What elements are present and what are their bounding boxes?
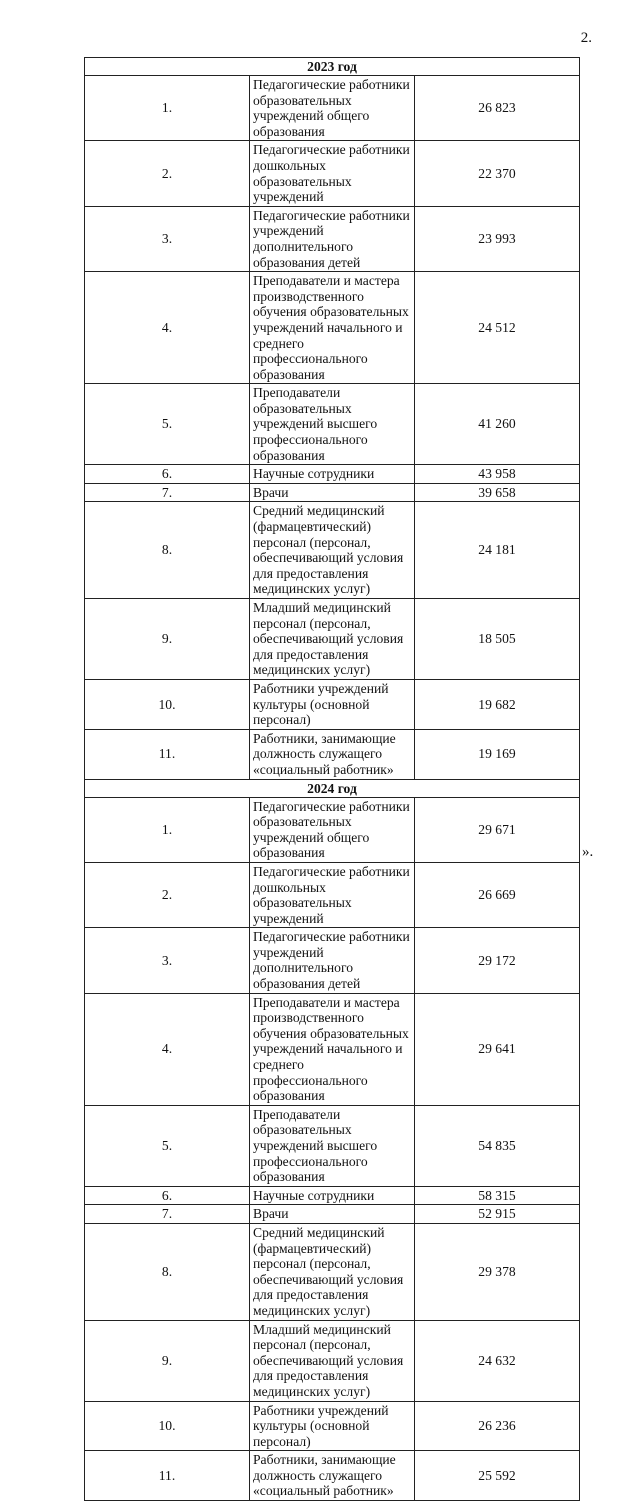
salary-value: 26 823 xyxy=(415,76,580,141)
position-name: Младший медицинский персонал (персонал, обеспечивающий условия для предоставления медицинских услуг) xyxy=(250,599,415,680)
salary-value: 22 370 xyxy=(415,141,580,206)
salary-table xyxy=(84,57,580,1501)
position-name: Педагогические работники дошкольных образовательных учреждений xyxy=(250,862,415,927)
table-row xyxy=(85,797,580,862)
salary-value: 26 669 xyxy=(415,862,580,927)
salary-value: 29 172 xyxy=(415,928,580,993)
salary-value: 19 682 xyxy=(415,679,580,729)
salary-value: 24 632 xyxy=(415,1320,580,1401)
row-number: 10. xyxy=(85,679,250,729)
position-name: Работники учреждений культуры (основной персонал) xyxy=(250,1401,415,1451)
table-row xyxy=(85,1105,580,1186)
position-name: Педагогические работники образовательных учреждений общего образования xyxy=(250,797,415,862)
table-row xyxy=(85,928,580,993)
salary-value: 41 260 xyxy=(415,384,580,465)
position-name: Врачи xyxy=(250,483,415,502)
row-number: 8. xyxy=(85,502,250,599)
position-name: Научные сотрудники xyxy=(250,465,415,484)
row-number: 5. xyxy=(85,384,250,465)
salary-value: 29 641 xyxy=(415,993,580,1105)
table-row xyxy=(85,1451,580,1501)
table-row xyxy=(85,502,580,599)
table-row xyxy=(85,1205,580,1224)
page-number: 2. xyxy=(580,30,592,46)
position-name: Педагогические работники учреждений дополнительного образования детей xyxy=(250,206,415,271)
salary-value: 43 958 xyxy=(415,465,580,484)
position-name: Научные сотрудники xyxy=(250,1186,415,1205)
position-name: Преподаватели и мастера производственного обучения образовательных учреждений начального и среднего профессионального образования xyxy=(250,272,415,384)
table-row xyxy=(85,384,580,465)
salary-value: 18 505 xyxy=(415,599,580,680)
salary-value: 29 671 xyxy=(415,797,580,862)
position-name: Преподаватели и мастера производственного обучения образовательных учреждений начального и среднего профессионального образования xyxy=(250,993,415,1105)
salary-value: 23 993 xyxy=(415,206,580,271)
year-header: 2023 год xyxy=(85,58,580,76)
row-number: 6. xyxy=(85,1186,250,1205)
table-row xyxy=(85,1186,580,1205)
position-name: Работники учреждений культуры (основной персонал) xyxy=(250,679,415,729)
table-row xyxy=(85,141,580,206)
table-row xyxy=(85,76,580,141)
position-name: Работники, занимающие должность служащего «социальный работник» xyxy=(250,1451,415,1501)
position-name: Педагогические работники дошкольных образовательных учреждений xyxy=(250,141,415,206)
position-name: Младший медицинский персонал (персонал, обеспечивающий условия для предоставления медицинских услуг) xyxy=(250,1320,415,1401)
table-row xyxy=(85,1320,580,1401)
table-row xyxy=(85,993,580,1105)
row-number: 7. xyxy=(85,483,250,502)
position-name: Средний медицинский (фармацевтический) персонал (персонал, обеспечивающий условия для предоставления медицинских услуг) xyxy=(250,502,415,599)
row-number: 5. xyxy=(85,1105,250,1186)
salary-value: 24 512 xyxy=(415,272,580,384)
salary-value: 25 592 xyxy=(415,1451,580,1501)
table-row xyxy=(85,465,580,484)
row-number: 1. xyxy=(85,76,250,141)
salary-value: 54 835 xyxy=(415,1105,580,1186)
row-number: 11. xyxy=(85,1451,250,1501)
row-number: 8. xyxy=(85,1223,250,1320)
row-number: 7. xyxy=(85,1205,250,1224)
table-row xyxy=(85,679,580,729)
row-number: 10. xyxy=(85,1401,250,1451)
closing-quote-mark: ». xyxy=(582,844,594,860)
row-number: 3. xyxy=(85,928,250,993)
table-row xyxy=(85,483,580,502)
table-row xyxy=(85,862,580,927)
row-number: 4. xyxy=(85,993,250,1105)
table-row xyxy=(85,1401,580,1451)
position-name: Преподаватели образовательных учреждений высшего профессионального образования xyxy=(250,384,415,465)
position-name: Педагогические работники учреждений дополнительного образования детей xyxy=(250,928,415,993)
position-name: Педагогические работники образовательных учреждений общего образования xyxy=(250,76,415,141)
row-number: 2. xyxy=(85,141,250,206)
salary-value: 26 236 xyxy=(415,1401,580,1451)
row-number: 1. xyxy=(85,797,250,862)
year-header-row xyxy=(85,779,580,797)
position-name: Работники, занимающие должность служащего «социальный работник» xyxy=(250,729,415,779)
table-row xyxy=(85,729,580,779)
row-number: 11. xyxy=(85,729,250,779)
row-number: 2. xyxy=(85,862,250,927)
table-row xyxy=(85,599,580,680)
table-row xyxy=(85,1223,580,1320)
row-number: 6. xyxy=(85,465,250,484)
position-name: Преподаватели образовательных учреждений высшего профессионального образования xyxy=(250,1105,415,1186)
row-number: 9. xyxy=(85,599,250,680)
position-name: Средний медицинский (фармацевтический) персонал (персонал, обеспечивающий условия для предоставления медицинских услуг) xyxy=(250,1223,415,1320)
table-row xyxy=(85,272,580,384)
table-body xyxy=(85,58,580,1501)
salary-value: 19 169 xyxy=(415,729,580,779)
salary-value: 29 378 xyxy=(415,1223,580,1320)
salary-value: 58 315 xyxy=(415,1186,580,1205)
row-number: 9. xyxy=(85,1320,250,1401)
position-name: Врачи xyxy=(250,1205,415,1224)
salary-value: 52 915 xyxy=(415,1205,580,1224)
salary-value: 24 181 xyxy=(415,502,580,599)
year-header-row xyxy=(85,58,580,76)
year-header: 2024 год xyxy=(85,779,580,797)
row-number: 3. xyxy=(85,206,250,271)
row-number: 4. xyxy=(85,272,250,384)
table-row xyxy=(85,206,580,271)
salary-value: 39 658 xyxy=(415,483,580,502)
